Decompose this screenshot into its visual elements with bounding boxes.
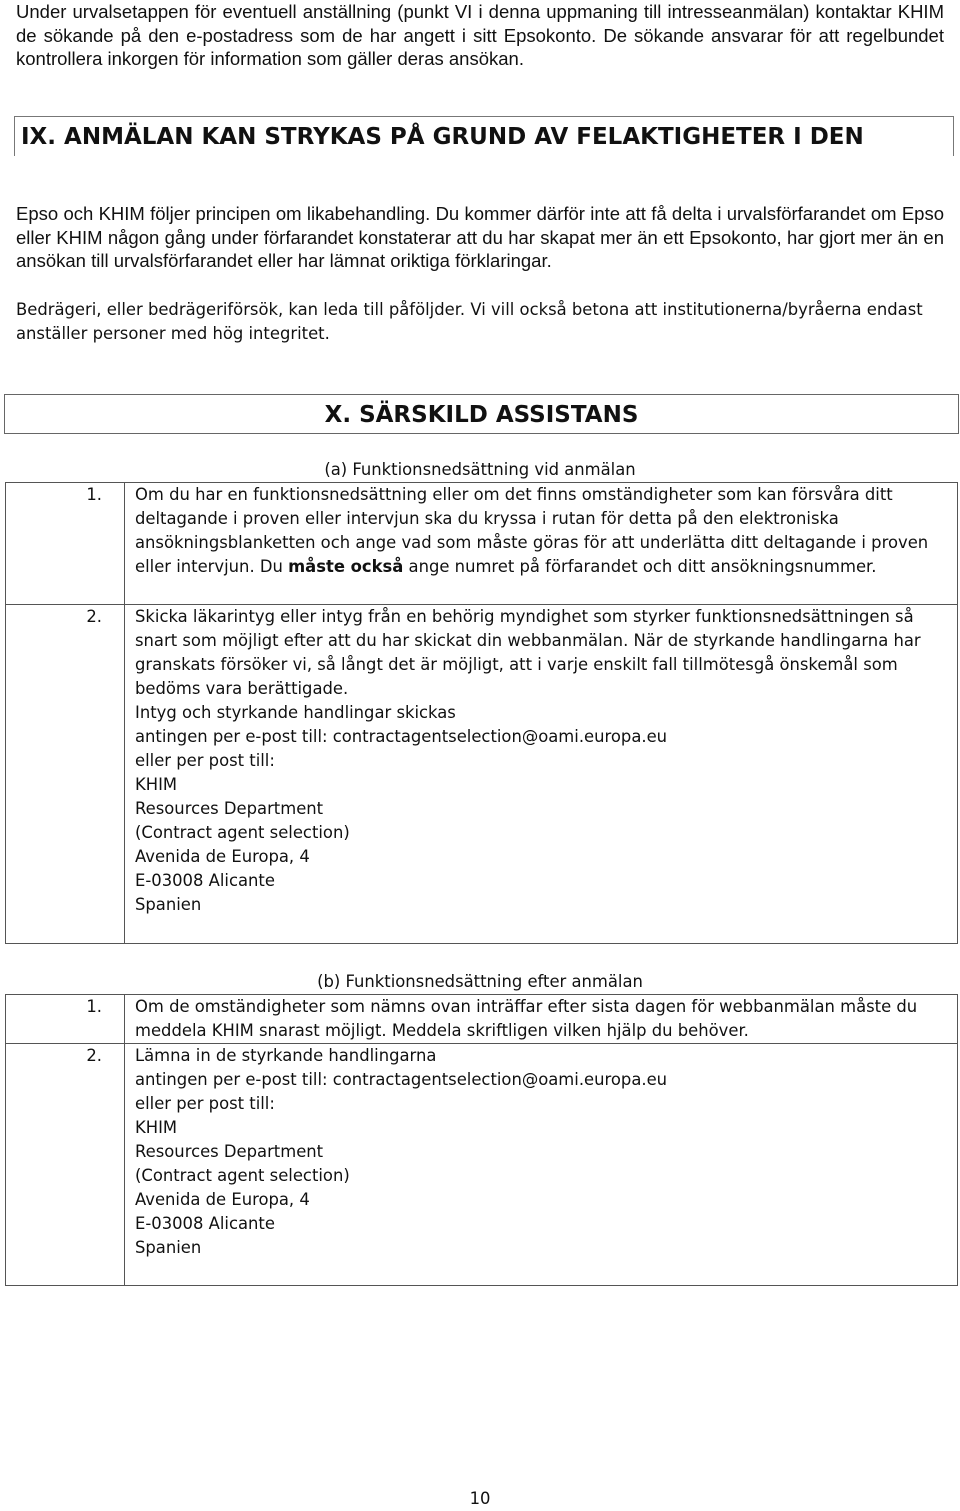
address-line: E-03008 Alicante: [135, 1214, 275, 1233]
email-line: antingen per e-post till: contractagentselection@oami.europa.eu: [135, 727, 668, 746]
list-item: [125, 605, 958, 944]
item-number: 1.: [6, 483, 125, 605]
item-number: 1.: [6, 995, 125, 1044]
table-row: [6, 995, 958, 1044]
address-line: E-03008 Alicante: [135, 871, 275, 890]
section-ix-heading: IX. ANMÄLAN KAN STRYKAS PÅ GRUND AV FELAKTIGHETER I DEN: [14, 116, 954, 156]
subsection-a-title: (a) Funktionsnedsättning vid anmälan: [324, 460, 636, 479]
intro-paragraph: Under urvalsetappen för eventuell anställning (punkt VI i denna uppmaning till intresseanmälan) kontaktar KHIM de sökande på den e-postadress som de har angett i sitt Epsokonto. De sökande ansvarar för att regelbundet kontrollera inkorgen för information som gäller deras ansökan.: [16, 1, 944, 69]
item-text: Om du har en funktionsnedsättning eller om det finns omständigheter som kan försvåra ditt deltagande i proven eller intervjun ska du kryssa i rutan för detta på den elektroniska ansökningsblanketten och ange vad som måste göras för att underlätta ditt deltagande i proven eller intervjun. Du: [135, 485, 929, 576]
section-ix-paragraph-2: Bedrägeri, eller bedrägeriförsök, kan leda till påföljder. Vi vill också betona att institutionerna/byråerna endast anställer personer med hög integritet.: [16, 300, 923, 343]
subsection-a-table: [5, 482, 958, 944]
address-line: (Contract agent selection): [135, 1166, 350, 1185]
address-line: eller per post till:: [135, 1094, 275, 1113]
item-number: 2.: [6, 605, 125, 944]
table-row: [6, 483, 958, 605]
item-text: Skicka läkarintyg eller intyg från en behörig myndighet som styrker funktionsnedsättningen så snart som möjligt efter att du har skickat din webbanmälan. När de styrkande handlingarna har granskats försöker vi, så långt det är möjligt, att i varje enskilt fall tillmötesgå önskemål som bedöms vara berättigade.: [135, 607, 921, 698]
list-item: Om de omständigheter som nämns ovan inträffar efter sista dagen för webbanmälan måste du meddela KHIM snarast möjligt. Meddela skriftligen vilken hjälp du behöver.: [125, 995, 958, 1044]
address-line: (Contract agent selection): [135, 823, 350, 842]
address-line: Avenida de Europa, 4: [135, 847, 310, 866]
address-line: KHIM: [135, 775, 178, 794]
address-line: KHIM: [135, 1118, 178, 1137]
section-x-heading: X. SÄRSKILD ASSISTANS: [4, 394, 959, 434]
subsection-b-table: [5, 994, 958, 1286]
address-line: eller per post till:: [135, 751, 275, 770]
address-line: Resources Department: [135, 799, 324, 818]
subsection-b-title-wrap: [0, 970, 960, 994]
section-ix-paragraph-1: Epso och KHIM följer principen om likabehandling. Du kommer därför inte att få delta i urvalsförfarandet om Epso eller KHIM någon gång under förfarandet konstaterar att du har skapat mer än ett Epsokonto, har gjort mer än en ansökan till urvalsförfarandet eller har lämnat oriktiga förklaringar.: [16, 203, 944, 271]
item-text: Lämna in de styrkande handlingarna: [135, 1046, 437, 1065]
address-line: Spanien: [135, 895, 202, 914]
address-line: Spanien: [135, 1238, 202, 1257]
subsection-a-title-wrap: [0, 458, 960, 482]
item-number: 2.: [6, 1044, 125, 1286]
address-line: Avenida de Europa, 4: [135, 1190, 310, 1209]
page-number: 10: [469, 1489, 491, 1508]
list-item: [125, 483, 958, 605]
list-item: [125, 1044, 958, 1286]
address-line: Resources Department: [135, 1142, 324, 1161]
item-text: ange numret på förfarandet och ditt ansökningsnummer.: [403, 557, 877, 576]
subsection-b-title: (b) Funktionsnedsättning efter anmälan: [317, 972, 643, 991]
address-line: Intyg och styrkande handlingar skickas: [135, 703, 456, 722]
table-row: [6, 1044, 958, 1286]
item-text-bold: måste också: [288, 557, 404, 576]
table-row: [6, 605, 958, 944]
email-line: antingen per e-post till: contractagentselection@oami.europa.eu: [135, 1070, 668, 1089]
